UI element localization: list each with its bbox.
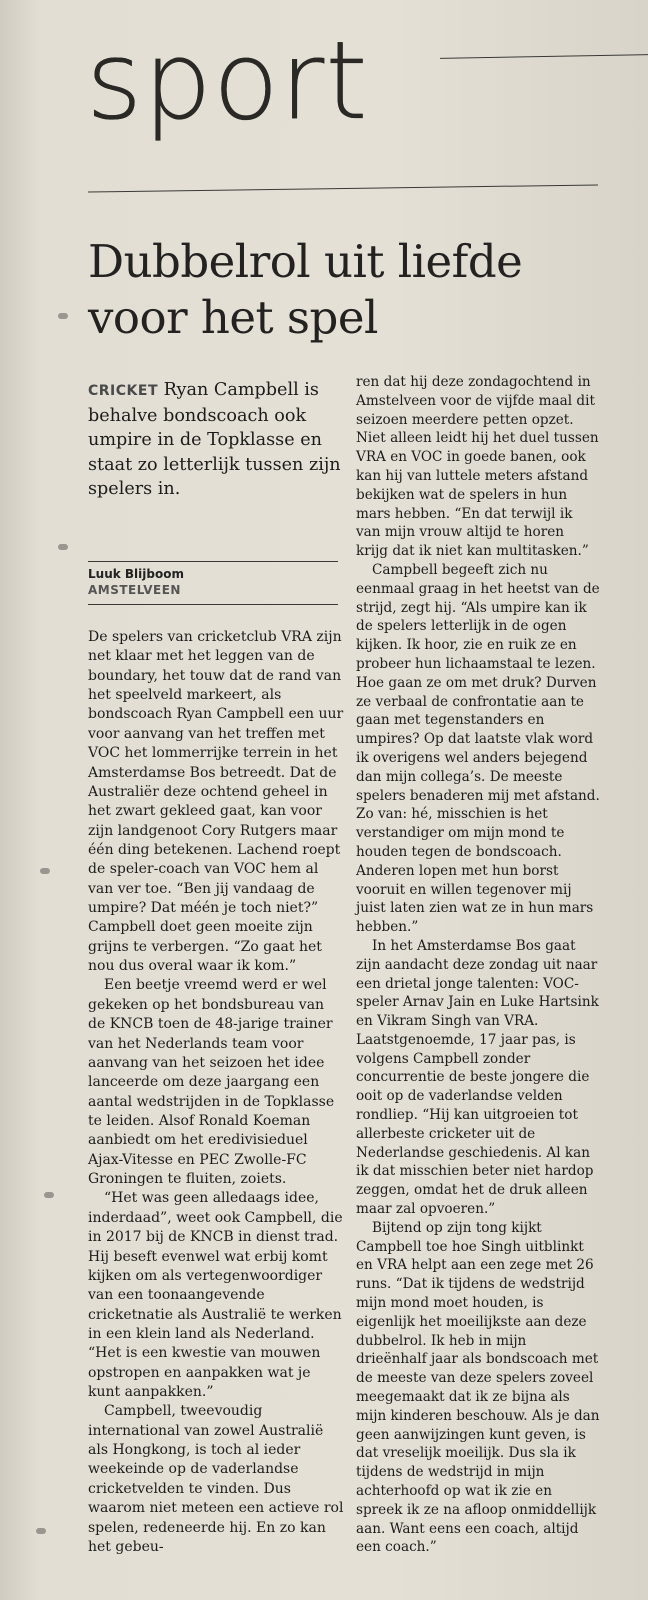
top-rule — [440, 54, 648, 59]
section-title: sport — [86, 19, 369, 144]
byline-bottom-rule — [88, 604, 338, 605]
binder-hole-mark — [36, 1528, 46, 1534]
headline: Dubbelrol uit liefde voor het spel — [88, 235, 523, 344]
section-underline-rule — [88, 184, 598, 192]
paragraph: De spelers van cricketclub VRA zijn net klaar met het leggen van de boundary, het touw dat de rand van het speelveld markeert, als bondscoach Ryan Campbell een uur voor aanvang van het treffen met VOC het lommerrijke terrein in het Amsterdamse Bos betreedt. Dat de Australiër deze ochtend geheel in het zwart gekleed gaat, kan voor zijn landgenoot Cory Rutgers maar één ding betekenen. Lachend roept de speler-coach van VOC hem al van ver toe. “Ben jij vandaag de umpire? Dat méén je toch niet?” Campbell doet geen moeite zijn grijns te verbergen. “Zo gaat het nou dus overal waar ik kom.” — [88, 629, 344, 975]
article-column-2 — [356, 373, 600, 1557]
binder-hole-mark — [40, 868, 50, 874]
byline-author: Luuk Blijboom — [88, 567, 184, 581]
paragraph: Campbell, tweevoudig international van zowel Australië als Hongkong, is toch al ieder weekeinde op de vaderlandse cricketvelden te vinden. Dus waarom niet meteen een actieve rol spelen, redeneerde hij. En zo kan het gebeu- — [88, 1403, 344, 1555]
binder-hole-mark — [58, 544, 68, 550]
paragraph: Bijtend op zijn tong kijkt Campbell toe hoe Singh uitblinkt en VRA helpt aan een zege met 26 runs. “Dat ik tijdens de wedstrijd mijn mond moet houden, is eigenlijk het moeilijkste aan deze dubbelrol. Ik heb in mijn drieënhalf jaar als bondscoach met de meeste van deze spelers zoveel meegemaakt dat ik ze bijna als mijn kinderen beschouw. Als je dan geen aanwijzingen kunt geven, is dat vreselijk moeilijk. Dus sla ik tijdens de wedstrijd in mijn achterhoofd op wat ik zie en spreek ik ze na afloop onmiddellijk aan. Want eens een coach, altijd een coach.” — [356, 1219, 600, 1556]
article-column-1 — [88, 628, 344, 1557]
intro-text: Ryan Campbell is behalve bondscoach ook umpire in de Topklasse en staat zo letterlijk tussen zijn spelers in. — [88, 380, 341, 499]
paragraph: Een beetje vreemd werd er wel gekeken op het bondsbureau van de KNCB toen de 48-jarige trainer van het Nederlands team voor aanvang van het seizoen het idee lanceerde om deze jaargang een aantal wedstrijden in de Topklasse te leiden. Alsof Ronald Koeman aanbiedt om het eredivisieduel Ajax-Vitesse en PEC Zwolle-FC Groningen te fluiten, zoiets. — [88, 977, 335, 1188]
paragraph: “Het was geen alledaags idee, inderdaad”, weet ook Campbell, die in 2017 bij de KNCB in dienst trad. Hij beseft evenwel wat erbij komt kijken om als vertegenwoordiger van een toonaangevende cricketnatie als Australië te werken in een klein land als Nederland. “Het is een kwestie van mouwen opstropen en aanpakken wat je kunt aanpakken.” — [88, 1190, 343, 1401]
paragraph: Campbell begeeft zich nu eenmaal graag in het heetst van de strijd, zegt hij. “Als umpire kan ik de spelers letterlijk in de ogen kijken. Ik hoor, zie en ruik ze en probeer hun lichaamstaal te lezen. Hoe gaan ze om met druk? Durven ze verbaal de confrontatie aan te gaan met tegenstanders en umpires? Op dat laatste vlak word ik overigens wel anders bejegend dan mijn collega’s. De meeste spelers benaderen mij met afstand. Zo van: hé, misschien is het verstandiger om mijn mond te houden tegen de bondscoach. Anderen lopen met hun borst vooruit en willen tegenover mij juist laten zien wat ze in hun mars hebben.” — [356, 561, 600, 936]
binder-hole-mark — [44, 1192, 54, 1198]
intro-lead — [88, 378, 356, 502]
paragraph: ren dat hij deze zondagochtend in Amstelveen voor de vijfde maal dit seizoen meerdere petten opzet. Niet alleen leidt hij het duel tussen VRA en VOC in goede banen, ook kan hij van luttele meters afstand bekijken wat de spelers in hun mars hebben. “En dat terwijl ik van mijn vrouw altijd te horen krijg dat ik niet kan multitasken.” — [356, 374, 599, 560]
intro-kicker: CRICKET — [88, 383, 158, 399]
byline-location: AMSTELVEEN — [88, 583, 181, 597]
byline-top-rule — [88, 561, 338, 562]
binder-hole-mark — [58, 313, 68, 319]
byline — [88, 566, 338, 598]
paragraph: In het Amsterdamse Bos gaat zijn aandacht deze zondag uit naar een drietal jonge talenten: VOC-speler Arnav Jain en Luke Hartsink en Vikram Singh van VRA. Laatstgenoemde, 17 jaar pas, is volgens Campbell zonder concurrentie de beste jongere die ooit op de vaderlandse velden rondliep. “Hij kan uitgroeien tot allerbeste cricketer uit de Nederlandse geschiedenis. Al kan ik dat misschien beter niet hardop zeggen, omdat het de druk alleen maar zal opvoeren.” — [356, 937, 599, 1218]
